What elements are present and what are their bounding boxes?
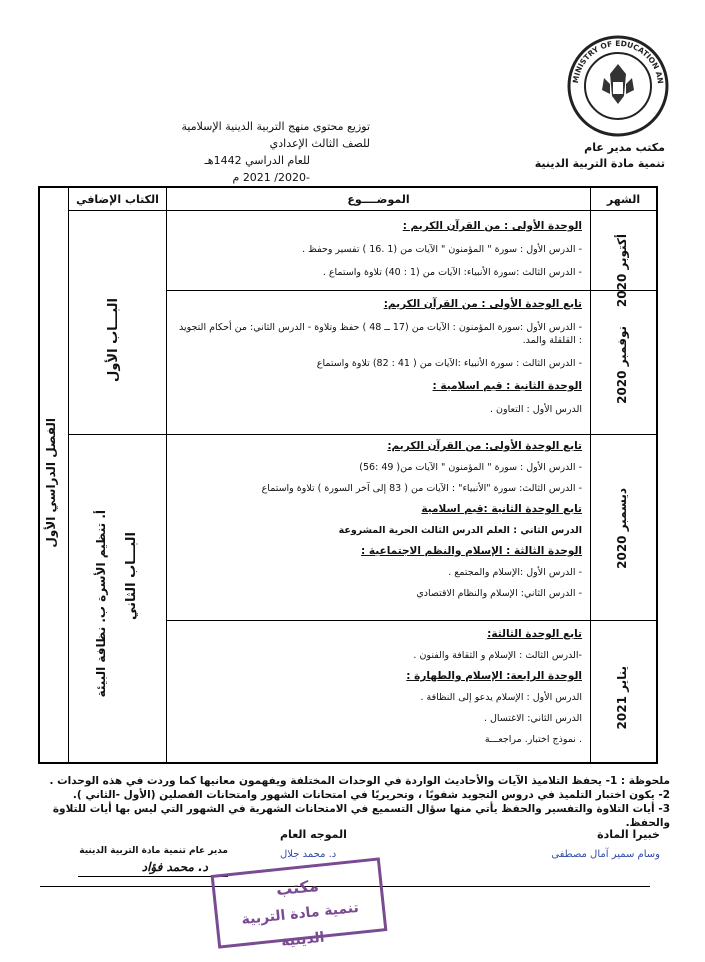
inspector-name: د. محمد جلال	[280, 849, 337, 860]
header-month: الشهر	[591, 188, 656, 211]
unit-heading: الوحدة الثانية : قيم اسلامية :	[432, 380, 582, 392]
month-oct: أكتوبر 2020	[615, 234, 629, 308]
doc-title: توزيع محتوى منهج التربية الدينية الإسلامية للصف الثالث الإعدادي	[181, 120, 370, 150]
director-block	[58, 846, 228, 877]
signatures	[280, 828, 660, 860]
department-label: تنمية مادة التربية الدينية	[534, 157, 665, 170]
director-signature: د. محمد فؤاد	[141, 860, 208, 874]
month-nov: نوفمبر 2020	[615, 326, 629, 404]
lesson-line: - الدرس الأول :سورة المؤمنون : الآيات من (17 ــ 48 ) حفظ وتلاوة - الدرس الثاني: من أحكام التجويد : القلقلة والمد.	[179, 322, 582, 346]
header-topic: الموضــــوع	[167, 188, 590, 211]
topic-cell-jan	[174, 628, 582, 754]
experts-title: خبيرا المادة	[597, 828, 660, 841]
unit-heading: الوحدة الأولى : من القرآن الكريم :	[402, 220, 582, 232]
term-label: الفصل الدراسي الأول	[44, 418, 58, 548]
header-book: الكتاب الإضافي	[69, 188, 166, 211]
director-title: مدير عام تنمية مادة التربية الدينية	[79, 846, 228, 856]
topic-cell-nov	[174, 298, 582, 426]
lesson-line: . نموذج اختبار. مراجعـــة	[484, 734, 582, 745]
month-dec: ديسمبر 2020	[615, 488, 629, 569]
seal-text: MINISTRY OF EDUCATION AN	[570, 38, 666, 85]
lesson-line: -الدرس الثالث : الإسلام و الثقافة والفنون .	[413, 650, 582, 661]
lesson-line: - الدرس الثالث : سورة الأنبياء :الآيات من ( 41 : 82) تلاوة واستماع	[316, 358, 582, 369]
lesson-line: الدرس الثاني : العلم الدرس الثالث الحرية المشروعة	[338, 525, 582, 536]
book-chapter-1: البـــاب الأول	[106, 298, 121, 382]
topic-cell-dec	[174, 440, 582, 608]
lesson-line: - الدرس الأول : سورة " المؤمنون " الآيات من (1 .16 ) تفسير وحفظ .	[302, 244, 582, 255]
topic-cell-oct	[174, 220, 582, 289]
lesson-line: الدرس الأول : التعاون .	[490, 404, 582, 415]
month-jan: يناير 2021	[615, 666, 629, 730]
book-chapter-2: البـــاب الثاني	[124, 532, 139, 621]
lesson-line: - الدرس الأول :الإسلام والمجتمع .	[448, 567, 582, 578]
lesson-line: الدرس الأول : الإسلام يدعو إلى النظافة .	[420, 692, 582, 703]
book-chapter-2-items: أ. تنظيم الأسرة ب. نظافة البيئة	[94, 510, 108, 698]
document-title	[170, 118, 370, 186]
lesson-line: - الدرس الأول : سورة " المؤمنون " الآيات من( 49 :56)	[359, 462, 582, 473]
expert-names: وسام سمير آمال مصطفى	[551, 849, 660, 860]
lesson-line: - الدرس الثالث: سورة "الأنبياء" : الآيات من ( 83 إلى آخر السورة ) تلاوة واستماع	[261, 483, 582, 494]
stamp-line-1: مكتب	[275, 875, 320, 900]
lesson-line: الدرس الثاني: الاغتسال .	[483, 713, 582, 724]
unit-heading: تابع الوحدة الأولى: من القرآن الكريم:	[387, 440, 582, 452]
inspector-title: الموجه العام	[280, 828, 347, 841]
unit-heading: تابع الوحدة الأولى : من القرآن الكريم:	[383, 298, 582, 310]
office-stamp	[211, 857, 388, 951]
note-1: ملحوظة : 1- يحفظ التلاميذ الآيات والأحاديث الواردة في الوحدات المختلفة ويفهمون معانيها كما وردت في هذه الوحدات .	[49, 775, 670, 787]
curriculum-table	[38, 186, 658, 764]
office-label: مكتب مدير عام	[584, 141, 665, 154]
stamp-line-2: تنمية مادة التربية الدينية	[240, 899, 360, 951]
note-3: 3- أيات التلاوة والتفسير والحفظ يأتي منها سؤال التسميع في الامتحانات الشهرية في الشهور التي ليس بها أيات للتلاوة والحفظ.	[52, 803, 670, 829]
lesson-line: - الدرس الثاني: الإسلام والنظام الاقتصادي	[416, 588, 582, 599]
unit-heading: الوحدة الرابعة: الإسلام والطهارة :	[406, 670, 582, 682]
unit-heading: الوحدة الثالثة : الإسلام والنظم الاجتماعية :	[361, 545, 582, 557]
header-office	[535, 140, 665, 172]
ministry-seal	[566, 34, 670, 138]
unit-heading: تابع الوحدة الثالثة:	[487, 628, 582, 640]
doc-year: للعام الدراسي 1442هـ -2020/ 2021 م	[204, 154, 310, 184]
notes	[30, 774, 670, 830]
unit-heading: تابع الوحدة الثانية :قيم اسلامية	[421, 503, 582, 515]
lesson-line: - الدرس الثالث :سورة الأنبياء: الآيات من (1 : 40) تلاوة واستماع .	[322, 267, 582, 278]
note-2: 2- يكون اختبار التلميذ في دروس التجويد شفويًا ، وتحريريًا في امتحانات الشهور وامتحانات الفصلين (الأول -الثاني ).	[72, 789, 670, 801]
